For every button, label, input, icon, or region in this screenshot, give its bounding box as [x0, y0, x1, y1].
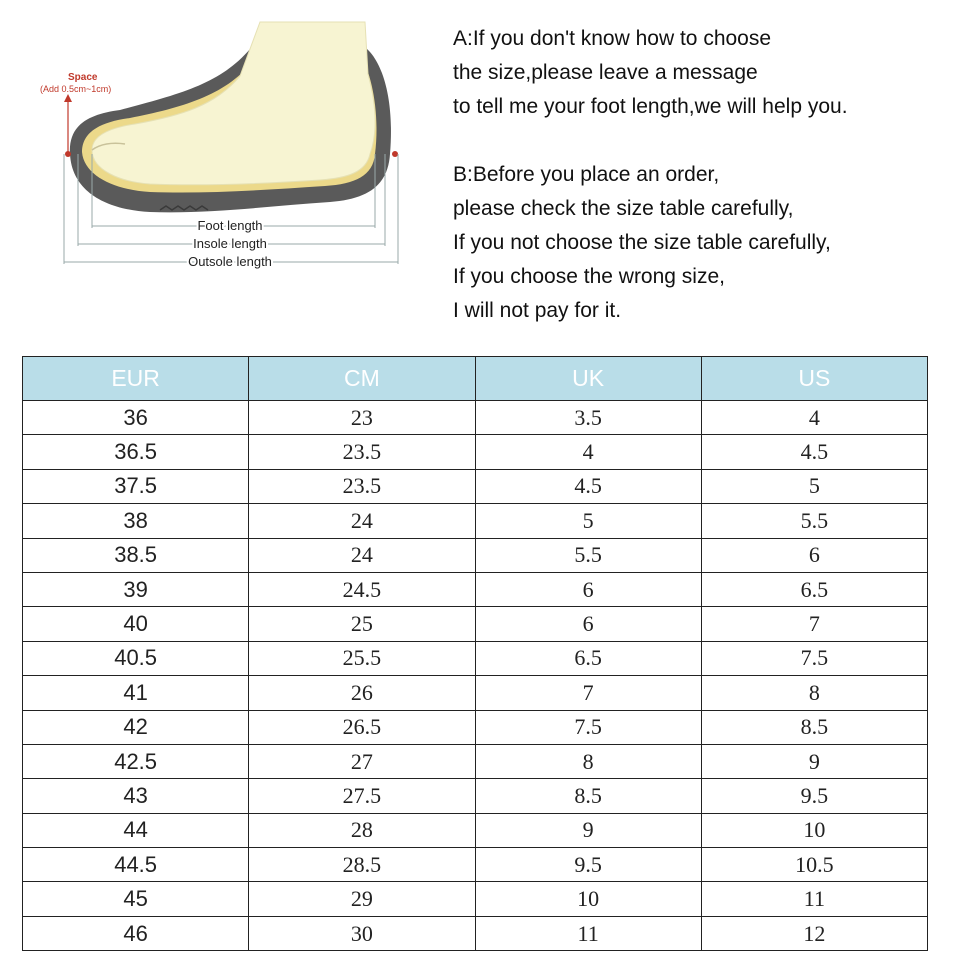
- table-row: [23, 469, 928, 503]
- cell-eur: 39: [23, 572, 249, 606]
- cell-eur: 36: [23, 401, 249, 435]
- foot-length-label: Foot length: [197, 218, 263, 233]
- instruction-line: to tell me your foot length,we will help you.: [453, 95, 848, 118]
- cell-cm: 23: [249, 401, 475, 435]
- cell-us: 7: [701, 607, 927, 641]
- cell-cm: 27.5: [249, 779, 475, 813]
- cell-uk: 7.5: [475, 710, 701, 744]
- toe-point-marker: [65, 151, 71, 157]
- cell-cm: 24: [249, 504, 475, 538]
- paragraph-gap: [453, 124, 953, 158]
- cell-us: 6.5: [701, 572, 927, 606]
- table-row: [23, 676, 928, 710]
- cell-uk: 3.5: [475, 401, 701, 435]
- space-arrow-head: [64, 94, 72, 102]
- cell-uk: 4.5: [475, 469, 701, 503]
- cell-us: 5: [701, 469, 927, 503]
- table-row: [23, 882, 928, 916]
- cell-uk: 10: [475, 882, 701, 916]
- cell-uk: 8: [475, 744, 701, 778]
- space-sublabel: (Add 0.5cm~1cm): [40, 84, 112, 94]
- cell-cm: 28: [249, 813, 475, 847]
- cell-eur: 45: [23, 882, 249, 916]
- table-row: [23, 401, 928, 435]
- cell-us: 10: [701, 813, 927, 847]
- cell-uk: 6.5: [475, 641, 701, 675]
- table-row: [23, 607, 928, 641]
- column-header-eur: EUR: [23, 357, 249, 401]
- cell-cm: 28.5: [249, 848, 475, 882]
- cell-uk: 4: [475, 435, 701, 469]
- cell-eur: 38.5: [23, 538, 249, 572]
- cell-eur: 40: [23, 607, 249, 641]
- cell-us: 10.5: [701, 848, 927, 882]
- cell-eur: 37.5: [23, 469, 249, 503]
- table-row: [23, 435, 928, 469]
- cell-cm: 25: [249, 607, 475, 641]
- instruction-line: please check the size table carefully,: [453, 197, 794, 220]
- cell-uk: 5.5: [475, 538, 701, 572]
- table-header-row: [23, 357, 928, 401]
- insole-length-label: Insole length: [193, 236, 267, 251]
- table-row: [23, 916, 928, 950]
- cell-eur: 44: [23, 813, 249, 847]
- cell-eur: 36.5: [23, 435, 249, 469]
- cell-eur: 40.5: [23, 641, 249, 675]
- cell-uk: 6: [475, 572, 701, 606]
- cell-eur: 42.5: [23, 744, 249, 778]
- foot-shape: [92, 22, 375, 185]
- cell-us: 11: [701, 882, 927, 916]
- cell-us: 12: [701, 916, 927, 950]
- cell-cm: 26: [249, 676, 475, 710]
- size-instructions: [453, 22, 953, 328]
- instruction-line: If you choose the wrong size,: [453, 265, 725, 288]
- table-row: [23, 504, 928, 538]
- cell-uk: 11: [475, 916, 701, 950]
- space-label: Space: [68, 72, 98, 83]
- size-table: [22, 356, 928, 951]
- cell-cm: 30: [249, 916, 475, 950]
- instruction-line: If you not choose the size table carefully,: [453, 231, 831, 254]
- cell-us: 4: [701, 401, 927, 435]
- cell-us: 7.5: [701, 641, 927, 675]
- cell-uk: 6: [475, 607, 701, 641]
- cell-eur: 41: [23, 676, 249, 710]
- cell-eur: 44.5: [23, 848, 249, 882]
- column-header-cm: CM: [249, 357, 475, 401]
- cell-us: 6: [701, 538, 927, 572]
- cell-eur: 43: [23, 779, 249, 813]
- instruction-line: the size,please leave a message: [453, 61, 758, 84]
- column-header-us: US: [701, 357, 927, 401]
- cell-cm: 24.5: [249, 572, 475, 606]
- heel-point-marker: [392, 151, 398, 157]
- cell-cm: 27: [249, 744, 475, 778]
- cell-us: 9: [701, 744, 927, 778]
- table-row: [23, 572, 928, 606]
- cell-uk: 9.5: [475, 848, 701, 882]
- cell-uk: 9: [475, 813, 701, 847]
- cell-cm: 25.5: [249, 641, 475, 675]
- table-body: [23, 401, 928, 951]
- shoe-size-diagram: [30, 14, 420, 284]
- cell-cm: 23.5: [249, 435, 475, 469]
- cell-eur: 42: [23, 710, 249, 744]
- cell-us: 9.5: [701, 779, 927, 813]
- instruction-line: A:If you don't know how to choose: [453, 27, 772, 50]
- table-row: [23, 848, 928, 882]
- cell-uk: 8.5: [475, 779, 701, 813]
- cell-eur: 38: [23, 504, 249, 538]
- cell-cm: 26.5: [249, 710, 475, 744]
- cell-cm: 24: [249, 538, 475, 572]
- cell-us: 4.5: [701, 435, 927, 469]
- cell-us: 5.5: [701, 504, 927, 538]
- cell-eur: 46: [23, 916, 249, 950]
- table-row: [23, 813, 928, 847]
- table-row: [23, 538, 928, 572]
- outsole-length-label: Outsole length: [188, 254, 272, 269]
- table-row: [23, 744, 928, 778]
- table-row: [23, 641, 928, 675]
- table-row: [23, 779, 928, 813]
- foot-in-shoe-illustration: [30, 14, 420, 284]
- cell-us: 8: [701, 676, 927, 710]
- cell-uk: 5: [475, 504, 701, 538]
- instruction-line: B:Before you place an order,: [453, 163, 720, 186]
- table-row: [23, 710, 928, 744]
- instruction-line: I will not pay for it.: [453, 299, 622, 322]
- cell-cm: 29: [249, 882, 475, 916]
- cell-cm: 23.5: [249, 469, 475, 503]
- column-header-uk: UK: [475, 357, 701, 401]
- cell-uk: 7: [475, 676, 701, 710]
- cell-us: 8.5: [701, 710, 927, 744]
